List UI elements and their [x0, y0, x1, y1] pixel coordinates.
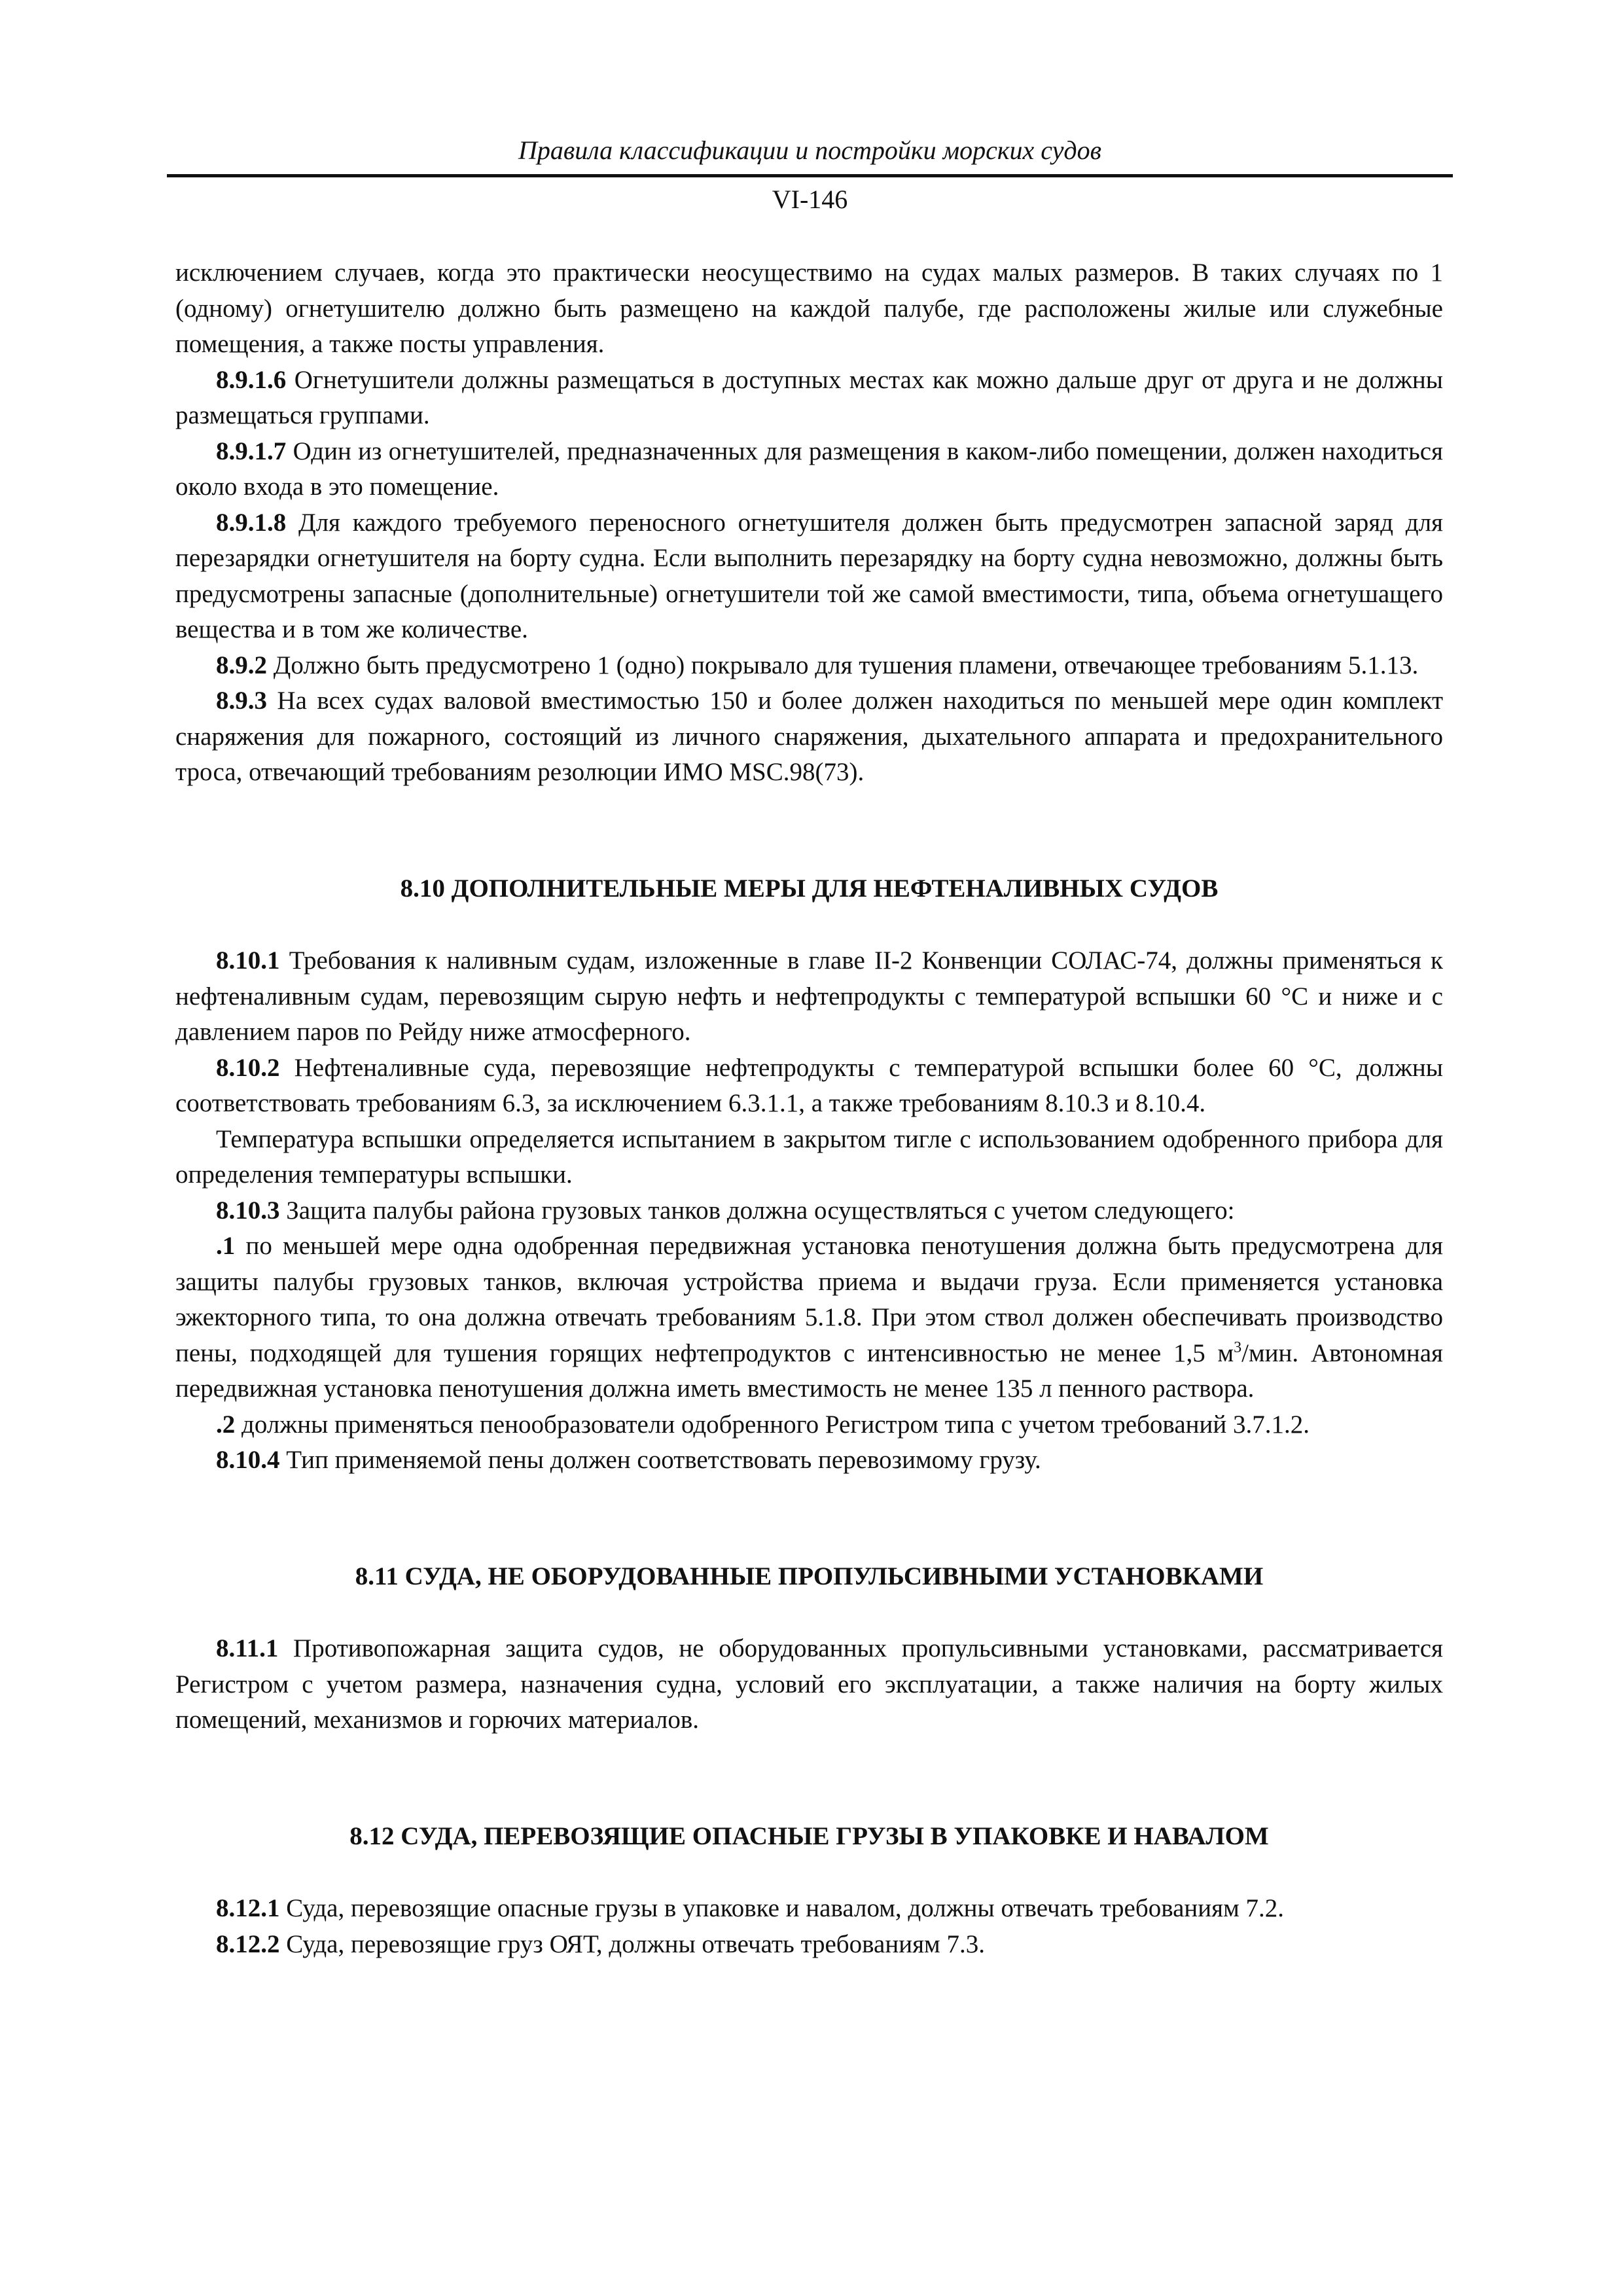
- paragraph-8-10-4: [175, 1443, 1443, 1479]
- paragraph-8-10-1: [175, 943, 1443, 1050]
- clause-number: 8.10.2: [216, 1053, 280, 1082]
- paragraph-8-11-1: [175, 1631, 1443, 1738]
- section-spacer: [175, 1594, 1443, 1631]
- section-spacer: [175, 791, 1443, 871]
- header-rule: [167, 174, 1453, 177]
- clause-text: Должно быть предусмотрено 1 (одно) покрывало для тушения пламени, отвечающее требованиям 5.1.13.: [267, 651, 1419, 679]
- clause-number: 8.10.1: [216, 946, 280, 975]
- item-text: по меньшей мере одна одобренная передвижная установка пенотушения должна быть предусмотрена для защиты палубы грузовых танков, включая устройства приема и выдачи груза. Если применяется установка эжекторного типа, то она должна отвечать требованиям 5.1.8. При этом ствол должен обеспечивать производство пены, подходящей для тушения горящих нефтепродуктов с интенсивностью не менее 1,5 м: [175, 1232, 1443, 1367]
- clause-number: 8.9.2: [216, 651, 267, 679]
- list-item-2: [175, 1407, 1443, 1443]
- item-text-continued: /мин. Автономная передвижная установка пенотушения должна иметь вместимость не менее 135 л пенного раствора.: [175, 1338, 1443, 1403]
- section-spacer: [175, 1479, 1443, 1559]
- clause-text: Защита палубы района грузовых танков должна осуществляться с учетом следующего:: [279, 1196, 1235, 1225]
- clause-number: 8.10.3: [216, 1196, 280, 1225]
- paragraph-8-9-1-6: [175, 363, 1443, 434]
- paragraph-8-9-1-7: [175, 434, 1443, 505]
- paragraph-8-12-1: [175, 1891, 1443, 1927]
- clause-text: На всех судах валовой вместимостью 150 и более должен находиться по меньшей мере один комплект снаряжения для пожарного, состоящий из личного снаряжения, дыхательного аппарата и предохранительного троса, отвечающий требованиям резолюции ИМО MSC.98(73).: [175, 687, 1443, 786]
- paragraph-8-10-2: [175, 1050, 1443, 1122]
- clause-text: Суда, перевозящие груз ОЯТ, должны отвечать требованиям 7.3.: [279, 1929, 985, 1958]
- paragraph-flash-point: Температура вспышки определяется испытанием в закрытом тигле с использованием одобренного прибора для определения температуры вспышки.: [175, 1124, 1443, 1189]
- paragraph-8-9-3: [175, 683, 1443, 791]
- section-spacer: [175, 906, 1443, 943]
- clause-number: 8.10.4: [216, 1446, 280, 1474]
- list-item-1: [175, 1229, 1443, 1407]
- paragraph-8-9-2: [175, 648, 1443, 684]
- superscript: 3: [1234, 1338, 1242, 1356]
- item-number: .1: [216, 1232, 236, 1260]
- clause-text: Требования к наливным судам, изложенные в главе II-2 Конвенции СОЛАС-74, должны применяться к нефтеналивным судам, перевозящим сырую нефть и нефтепродукты с температурой вспышки 60 °C и ниже и с давлением паров по Рейду ниже атмосферного.: [175, 946, 1443, 1046]
- clause-text: Противопожарная защита судов, не оборудованных пропульсивными установками, рассматривается Регистром с учетом размера, назначения судна, условий его эксплуатации, а также наличия на борту жилых помещений, механизмов и горючих материалов.: [175, 1634, 1443, 1734]
- clause-number: 8.9.3: [216, 687, 267, 715]
- paragraph-8-10-3: [175, 1193, 1443, 1229]
- clause-number: 8.12.2: [216, 1929, 280, 1958]
- body-text: [175, 255, 1443, 1962]
- paragraph-8-12-2: [175, 1927, 1443, 1963]
- clause-number: 8.9.1.6: [216, 365, 287, 394]
- clause-text: Тип применяемой пены должен соответствовать перевозимому грузу.: [279, 1446, 1041, 1474]
- section-heading-8-11: 8.11 СУДА, НЕ ОБОРУДОВАННЫЕ ПРОПУЛЬСИВНЫМИ УСТАНОВКАМИ: [355, 1562, 1264, 1590]
- page-number: VI-146: [772, 185, 848, 214]
- section-heading-8-10: 8.10 ДОПОЛНИТЕЛЬНЫЕ МЕРЫ ДЛЯ НЕФТЕНАЛИВНЫХ СУДОВ: [400, 874, 1219, 903]
- section-heading-8-12: 8.12 СУДА, ПЕРЕВОЗЯЩИЕ ОПАСНЫЕ ГРУЗЫ В УПАКОВКЕ И НАВАЛОМ: [349, 1821, 1269, 1850]
- running-title: Правила классификации и постройки морских судов: [518, 135, 1102, 165]
- clause-number: 8.9.1.8: [216, 508, 287, 537]
- clause-text: Нефтеналивные суда, перевозящие нефтепродукты с температурой вспышки более 60 °C, должны соответствовать требованиям 6.3, за исключением 6.3.1.1, а также требованиям 8.10.3 и 8.10.4.: [175, 1053, 1443, 1117]
- clause-text: Суда, перевозящие опасные грузы в упаковке и навалом, должны отвечать требованиям 7.2.: [279, 1894, 1285, 1922]
- item-number: .2: [216, 1410, 236, 1439]
- clause-text: Один из огнетушителей, предназначенных для размещения в каком-либо помещении, должен находиться около входа в это помещение.: [175, 437, 1443, 501]
- clause-text: Для каждого требуемого переносного огнетушителя должен быть предусмотрен запасной заряд для перезарядки огнетушителя на борту судна. Если выполнить перезарядку на борту судна невозможно, должны быть предусмотрены запасные (дополнительные) огнетушители той же самой вместимости, типа, объема огнетушащего вещества и в том же количестве.: [175, 508, 1443, 643]
- section-spacer: [175, 1854, 1443, 1891]
- paragraph-8-9-1-8: [175, 505, 1443, 648]
- paragraph-continued: исключением случаев, когда это практически неосуществимо на судах малых размеров. В таких случаях по 1 (одному) огнетушителю должно быть размещено на каждой палубе, где расположены жилые или служебные помещения, а также посты управления.: [175, 259, 1443, 358]
- clause-text: Огнетушители должны размещаться в доступных местах как можно дальше друг от друга и не должны размещаться группами.: [175, 365, 1443, 429]
- clause-number: 8.9.1.7: [216, 437, 287, 465]
- item-text: должны применяться пенообразователи одобренного Регистром типа с учетом требований 3.7.1.2.: [235, 1410, 1310, 1439]
- clause-number: 8.12.1: [216, 1894, 280, 1922]
- section-spacer: [175, 1738, 1443, 1819]
- clause-number: 8.11.1: [216, 1634, 279, 1662]
